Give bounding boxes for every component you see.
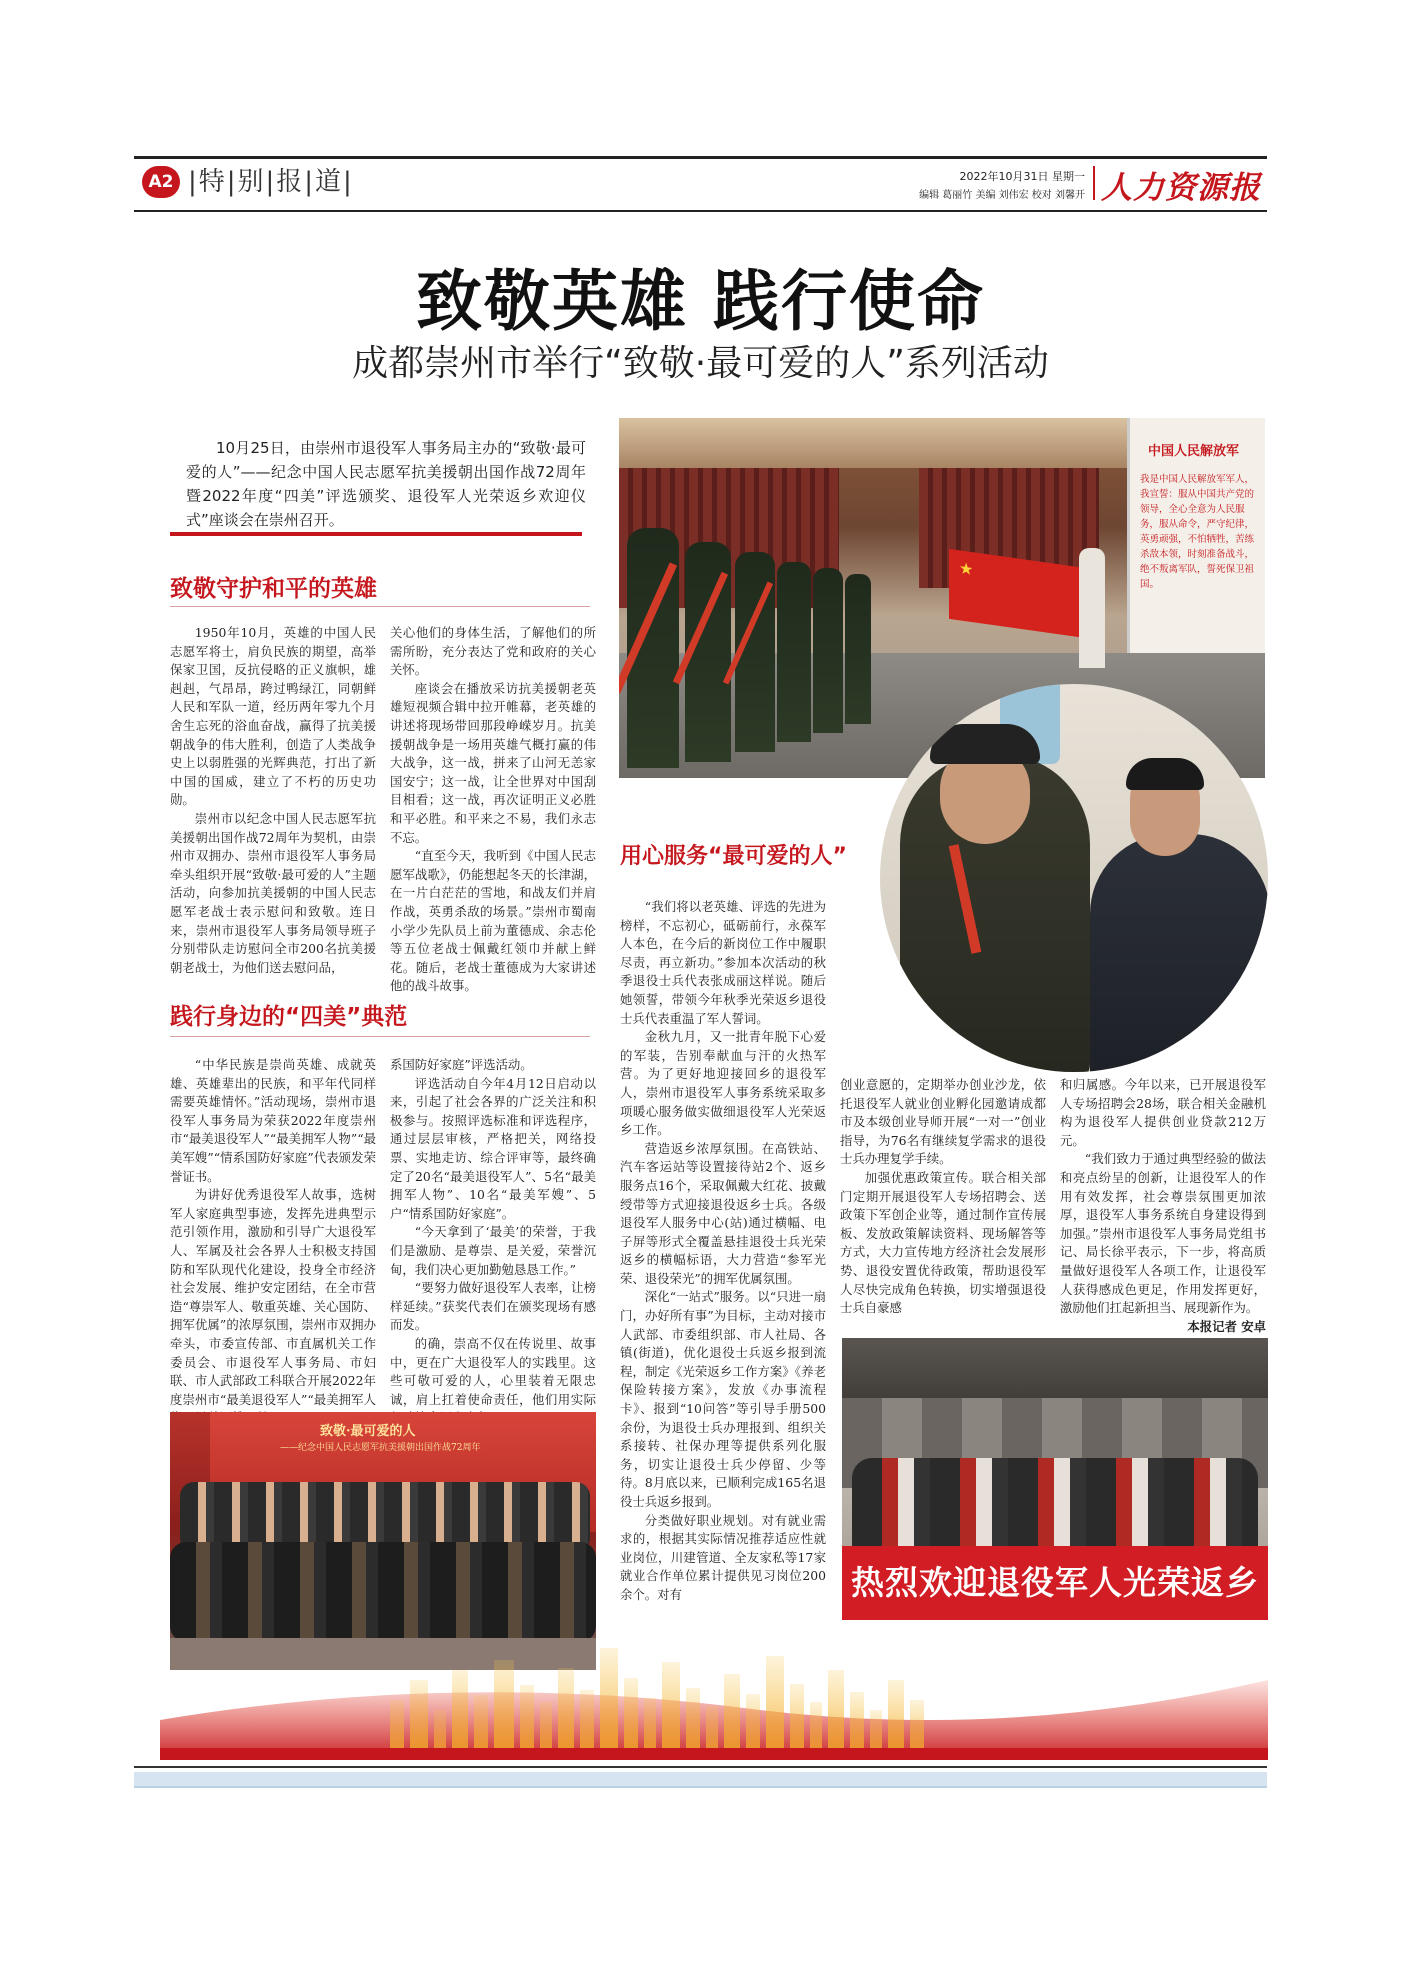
byline: 本报记者 安卓 (1187, 1318, 1266, 1334)
paragraph: 金秋九月，又一批青年脱下心爱的军装，告别奉献血与汗的火热军营。为了更好地迎接回乡的退役军人，崇州市退役军人事务系统采取多项暖心服务做实做细退役军人光荣返乡工作。 (620, 1029, 826, 1138)
group-people-front (170, 1542, 596, 1642)
welcome-return-photo (842, 1338, 1268, 1620)
visitor-figure (1090, 834, 1268, 1072)
masthead-logo: 人力资源报 (1101, 170, 1261, 206)
paragraph: 关心他们的身体生活，了解他们的所需所盼，充分表达了党和政府的关心关怀。 (390, 625, 596, 678)
header-rule (134, 210, 1267, 212)
award-group-photo (170, 1412, 596, 1670)
s2-column-2 (390, 1056, 596, 1428)
flag-holder (1079, 548, 1105, 668)
s3-column-2 (840, 1076, 1046, 1318)
paragraph: “我们将以老英雄、评选的先进为榜样，不忘初心，砥砺前行，永葆军人本色，在今后的新岗位工作中履职尽责，再立新功。”参加本次活动的秋季退役士兵代表张成丽这样说。随后她领誓，带领今年秋季光荣返乡退役士兵代表重温了军人誓词。 (620, 899, 826, 1026)
paragraph: 座谈会在播放采访抗美援朝老英雄短视频合辑中拉开帷幕，老英雄的讲述将现场带回那段峥嵘岁月。抗美援朝战争是一场用英雄气概打赢的伟大战争，这一战，拼来了山河无恙家国安宁；这一战，让全世界对中国刮目相看；这一战，再次证明正义必胜和平必胜。和平来之不易，我们永志不忘。 (390, 680, 596, 845)
cityscape-decoration (160, 1640, 1268, 1760)
section-underline-1 (170, 606, 590, 607)
page-badge: A2 (142, 166, 180, 198)
screen-oath-text: 我是中国人民解放军军人，我宣誓：服从中国共产党的领导，全心全意为人民服务，服从命令，严守纪律，英勇顽强，不怕牺牲，苦练杀敌本领，时刻准备战斗，绝不叛离军队，誓死保卫祖国。 (1140, 474, 1255, 590)
paragraph: 和归属感。今年以来，已开展退役军人专场招聘会28场，联合相关金融机构为退役军人提供创业贷款212万元。 (1060, 1077, 1266, 1148)
paragraph: 崇州市以纪念中国人民志愿军抗美援朝出国作战72周年为契机，由崇州市双拥办、崇州市退役军人事务局牵头组织开展“致敬·最可爱的人”主题活动，向参加抗美援朝的中国人民志愿军老战士表示慰问和致敬。连日来，崇州市退役军人事务局领导班子分别带队走访慰问全市200名抗美援朝老战士，为他们送去慰问品， (170, 810, 376, 975)
paragraph: “我们致力于通过典型经验的做法和亮点纷呈的创新，让退役军人的作用有效发挥，社会尊崇氛围更加浓厚，退役军人事务系统自身建设得到加强。”崇州市退役军人事务局党组书记、局长徐平表示，下一步，将高质量做好退役军人各项工作，让退役军人获得感成色更足，作用发挥更好，激励他们扛起新担当、展现新作为。 (1060, 1151, 1266, 1316)
paragraph: 加强优惠政策宣传。联合相关部门定期开展退役军人专场招聘会、送政策下军创企业等，通过制作宣传展板、发放政策解读资料、现场解答等方式，大力宣传地方经济社会发展形势、退役安置优待政策，帮助退役军人尽快完成角色转换，切实增强退役士兵自豪感 (840, 1169, 1046, 1316)
editor-credits: 编辑 葛丽竹 美编 刘伟宏 校对 刘馨开 (919, 190, 1085, 201)
paragraph: 的确，崇高不仅在传说里、故事中，更在广大退役军人的实践里。这些可敬可爱的人，心里装着无限忠诚，肩上扛着使命责任，他们用实际 (390, 1335, 596, 1407)
paragraph: 评选活动自今年4月12日启动以来，引起了社会各界的广泛关注和积极参与。按照评选标准和评选程序，通过层层审核，严格把关，网络投票、实地走访、综合评审等，最终确定了20名“最美退役军人”、5名“最美拥军人物”、10名“最美军嫂”、5户“情系国防好家庭”。 (390, 1075, 596, 1221)
paragraph: “今天拿到了‘最美’的荣誉，于我们是激励、是尊崇、是关爱，荣誉沉甸，我们决心更加勤勉恳恳工作。” (390, 1224, 596, 1277)
paragraph: 深化“一站式”服务。以“只进一扇门，办好所有事”为目标，主动对接市人武部、市委组织部、市人社局、各镇(街道)，优化退役士兵返乡报到流程，制定《光荣返乡工作方案》《养老保险转接方案》，发放《办事流程卡》、报到“10问答”等引导手册500余份，为退役士兵办理报到、组织关系接转、社保办理等提供系列化服务，切实让退役士兵少停留、少等待。8月底以来，已顺利完成165名退役士兵返乡报到。 (620, 1289, 826, 1509)
screen-title: 中国人民解放军 (1148, 444, 1240, 459)
section-label: |特|别|报|道| (188, 167, 354, 197)
oath-screen (1127, 418, 1265, 658)
soldier-row (627, 518, 897, 768)
paragraph: “中华民族是崇尚英雄、成就英雄、英雄辈出的民族，和平年代同样需要英雄情怀。”活动现场，崇州市退役军人事务局为荣获2022年度崇州市“最美退役军人”“最美拥军人物”“最美军嫂”“情系国防好家庭”代表颁发荣誉证书。 (170, 1057, 376, 1184)
welcome-banner-text: 热烈欢迎退役军人光荣返乡 (851, 1563, 1259, 1602)
s2-column-1 (170, 1056, 376, 1428)
veteran-cap (930, 724, 1040, 764)
lead-paragraph: 10月25日，由崇州市退役军人事务局主办的“致敬·最可爱的人”——纪念中国人民志愿军抗美援朝出国作战72周年暨2022年度“四美”评选颁奖、退役军人光荣返乡欢迎仪式”座谈会在崇州召开。 (186, 439, 586, 529)
top-rule (134, 156, 1267, 159)
lead-rule (170, 532, 582, 536)
s1-column-2 (390, 624, 596, 996)
section-underline-2 (170, 1036, 590, 1037)
backdrop-title: 致敬·最可爱的人 (320, 1424, 416, 1439)
paragraph: 为讲好优秀退役军人故事，选树军人家庭典型事迹，发挥先进典型示范引领作用，激励和引导广大退役军人、军属及社会各界人士积极支持国防和军队现代化建设，投身全市经济社会发展、维护安定团结，在全市营造“尊崇军人、敬重英雄、关心国防、拥军优属”的浓厚氛围，崇州市双拥办牵头，市委宣传部、市直属机关工作委员会、市退役军人事务局、市妇联、市人武部政工科联合开展2022年度崇州市“最美退役军人”“最美拥军人 (170, 1187, 376, 1407)
bottom-rule-blue (134, 1772, 1267, 1788)
backdrop-subtitle: ——纪念中国人民志愿军抗美援朝出国作战72周年 (280, 1443, 481, 1453)
s1-column-1 (170, 624, 376, 977)
issue-date: 2022年10月31日 星期一 (959, 170, 1085, 183)
paragraph: 分类做好职业规划。对有就业需求的，根据其实际情况推荐适应性就业岗位，川建管道、全友家私等17家就业合作单位累计提供见习岗位200余个。对有 (620, 1512, 826, 1602)
paragraph: “直至今天，我听到《中国人民志愿军战歌》，仍能想起冬天的长津湖，在一片白茫茫的雪地，和战友们并肩作战，英勇杀敌的场景。”崇州市蜀南小学少先队员上前为董德成、余志伦等五位老战士佩戴红领巾并献上鲜花。随后，老战士董德成为大家讲述他的战斗故事。 (390, 848, 596, 994)
masthead-divider (1093, 166, 1095, 200)
s3-column-1 (620, 898, 826, 1628)
paragraph: “要努力做好退役军人表率，让榜样延续。”获奖代表们在颁奖现场有感而发。 (390, 1280, 596, 1333)
paragraph: 1950年10月，英雄的中国人民志愿军将士，肩负民族的期望，高举保家卫国，反抗侵略的正义旗帜，雄赳赳，气昂昂，跨过鸭绿江，同朝鲜人民和军队一道，经历两年零九个月舍生忘死的浴血奋战，赢得了抗美援朝战争的伟大胜利，创造了人类战争史上以弱胜强的光辉典范，打出了新中国的国威，建立了不朽的历史功勋。 (170, 625, 376, 808)
section-title-heroes: 致敬守护和平的英雄 (170, 576, 377, 602)
section-title-service: 用心服务“最可爱的人” (620, 844, 847, 869)
section-title-four-beauties: 践行身边的“四美”典范 (170, 1004, 408, 1030)
paragraph: 营造返乡浓厚氛围。在高铁站、汽车客运站等设置接待站2个、返乡服务点16个，采取佩戴大红花、披戴绶带等方式迎接退役返乡士兵。各级退役军人服务中心(站)通过横幅、电子屏等形式全覆盖悬挂退役士兵光荣返乡的横幅标语，大力营造“参军光荣、退役荣光”的拥军优属氛围。 (620, 1140, 826, 1286)
paragraph: 系国防好家庭”评选活动。 (390, 1057, 533, 1072)
paragraph: 创业意愿的，定期举办创业沙龙，依托退役军人就业创业孵化园邀请成都市及本级创业导师开展“一对一”创业指导，为76名有继续复学需求的退役士兵办理复学手续。 (840, 1077, 1046, 1167)
visitor-hair (1126, 758, 1204, 790)
welcome-banner (842, 1546, 1268, 1620)
page-subtitle: 成都崇州市举行“致敬·最可爱的人”系列活动 (352, 343, 1049, 384)
page-title: 致敬英雄 践行使命 (416, 263, 985, 340)
veteran-visit-photo (880, 684, 1268, 1072)
s3-column-3 (1060, 1076, 1266, 1336)
party-flag: ★ (949, 549, 1079, 637)
bottom-rule-dark (134, 1766, 1267, 1768)
